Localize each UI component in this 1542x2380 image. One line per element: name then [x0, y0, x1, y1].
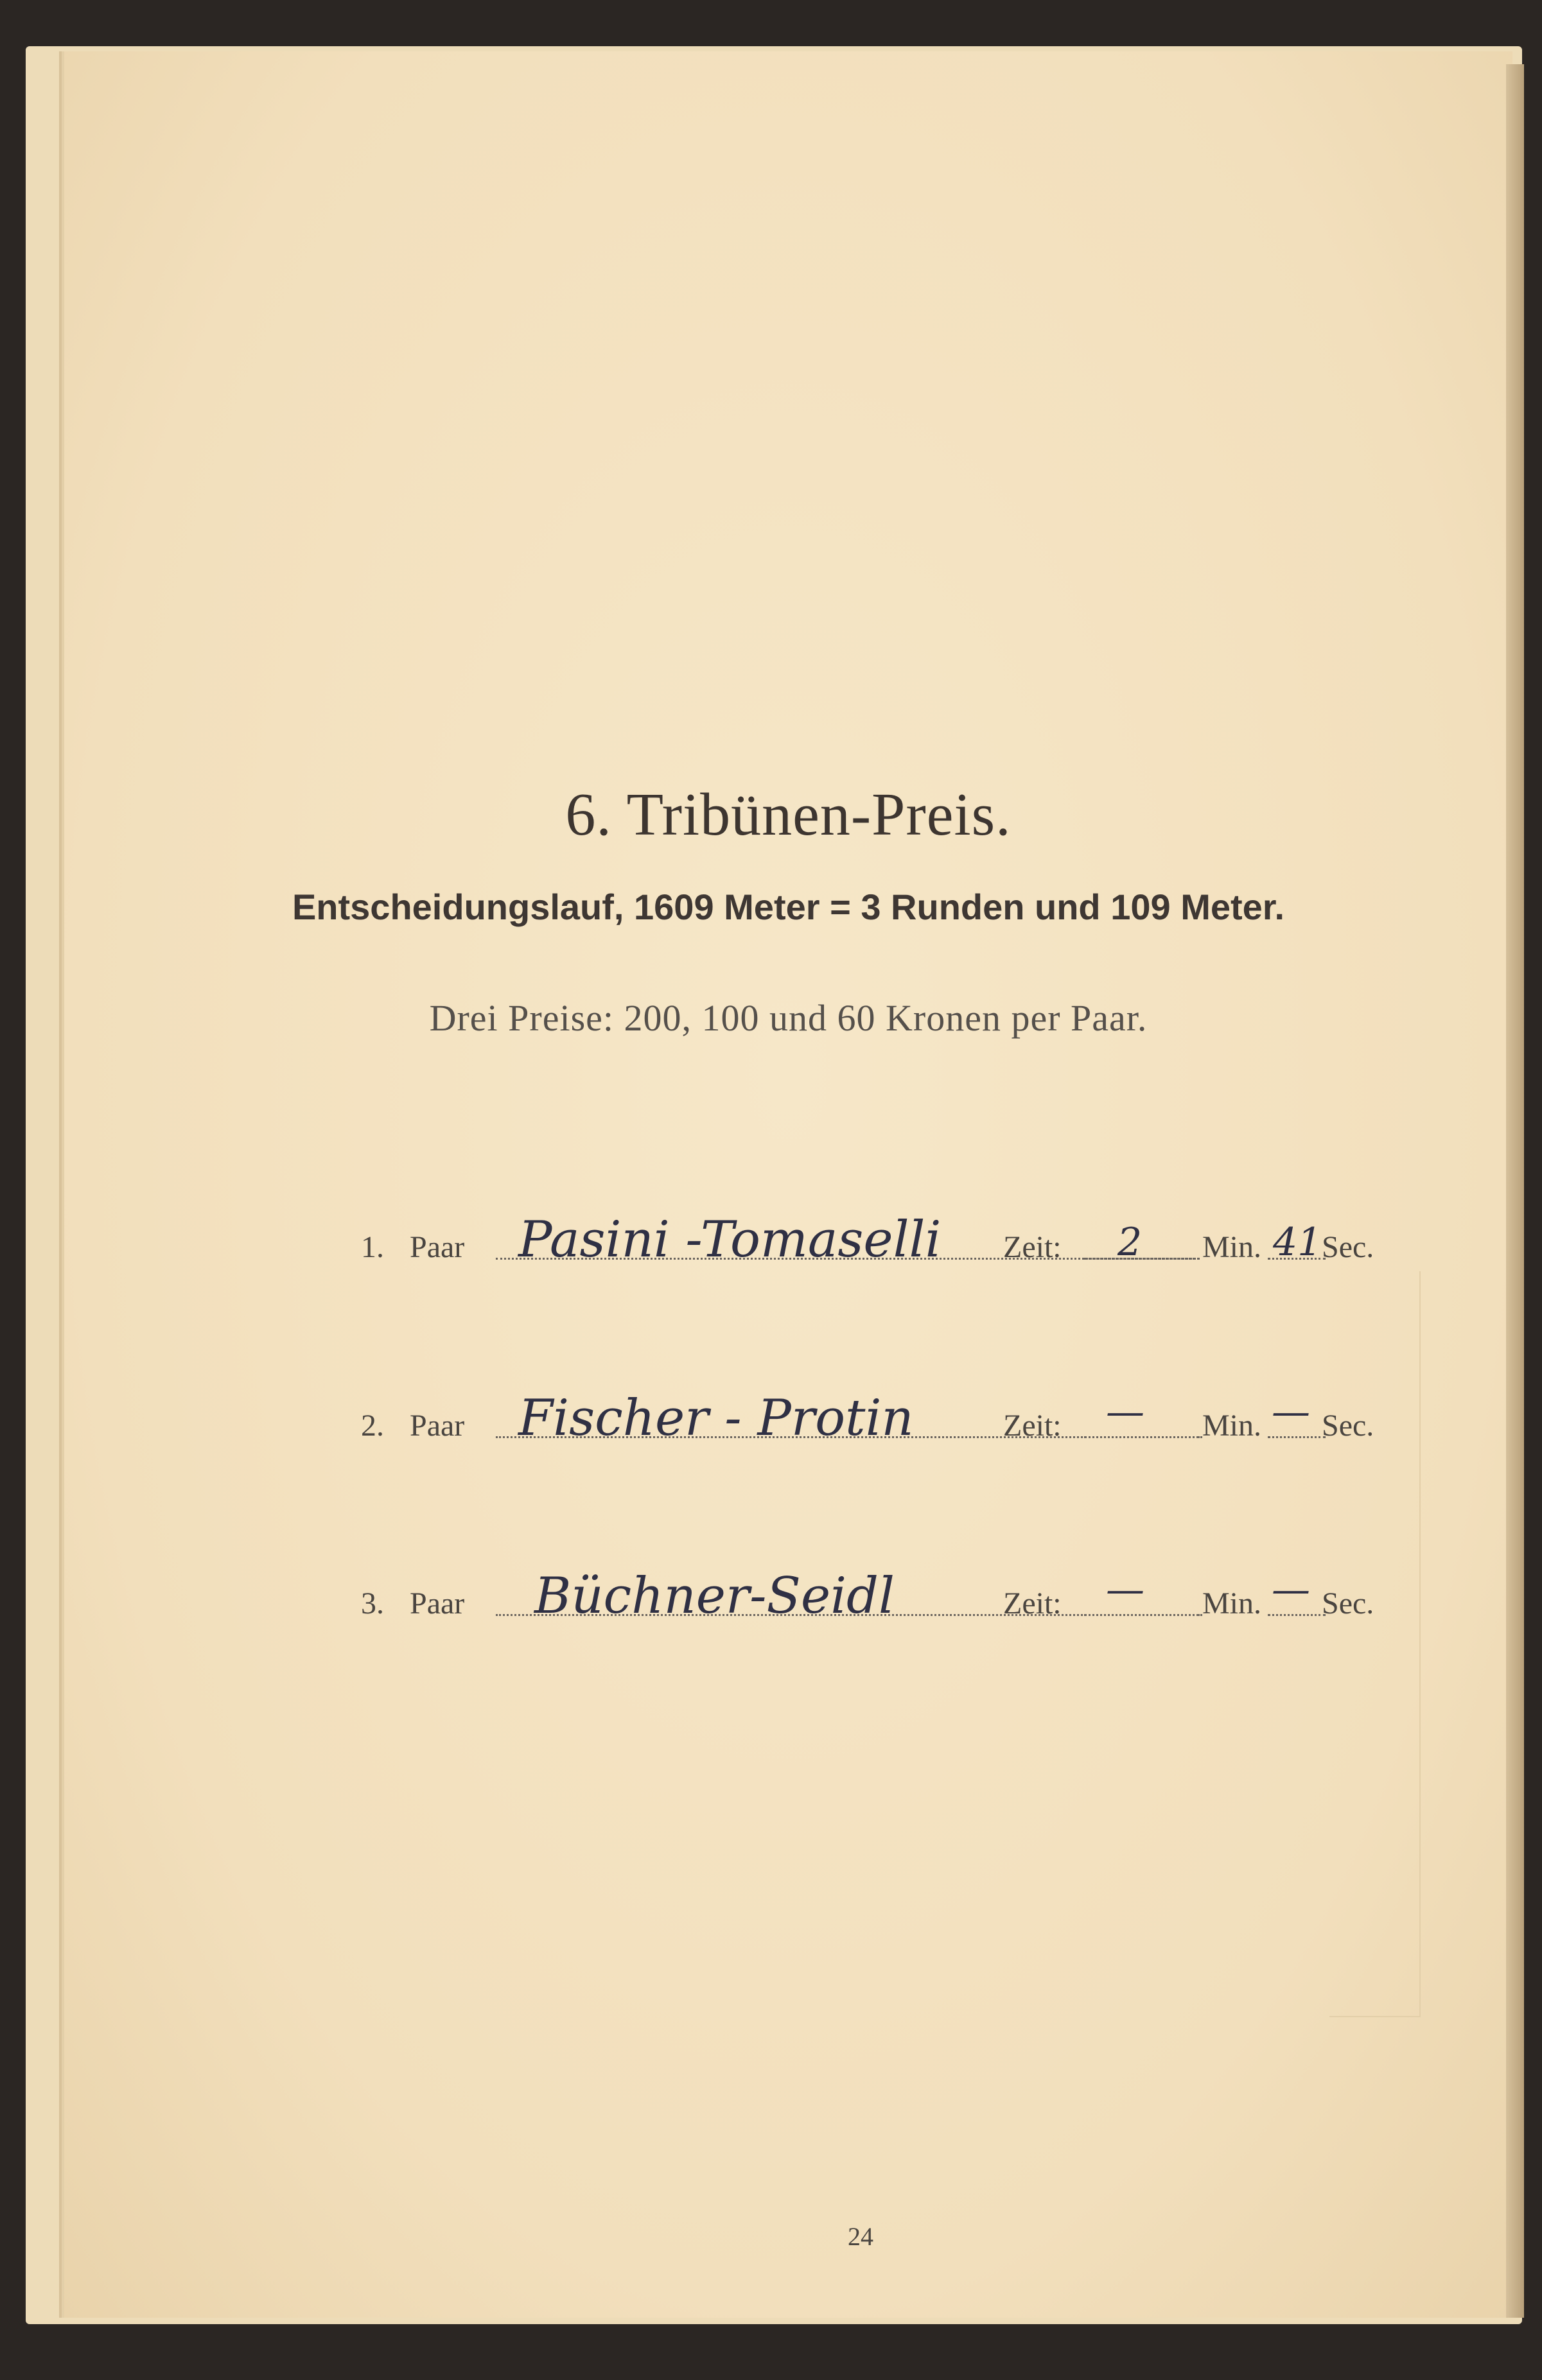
- book-spine-edge: [1506, 64, 1524, 2318]
- entry-number: 3.: [361, 1586, 384, 1620]
- zeit-label: Zeit:: [1003, 1230, 1062, 1264]
- entry-row-2: [361, 1379, 1395, 1447]
- min-label: Min.: [1202, 1230, 1262, 1264]
- pair-names-handwritten: Büchner-Seidl: [534, 1567, 895, 1625]
- min-label: Min.: [1202, 1409, 1262, 1443]
- dotted-line: [1268, 1436, 1326, 1438]
- minutes-value: —: [1106, 1567, 1144, 1612]
- seconds-value: 41: [1273, 1220, 1322, 1265]
- entry-row-1: [361, 1201, 1395, 1269]
- faint-ruled-box: [1329, 1271, 1421, 2017]
- page-title: 6. Tribünen-Preis.: [565, 781, 1012, 848]
- minutes-value: —: [1106, 1389, 1144, 1434]
- sec-label: Sec.: [1322, 1409, 1374, 1443]
- dotted-line: [1268, 1614, 1326, 1616]
- page-number: 24: [848, 2222, 873, 2251]
- race-subtitle: Entscheidungslauf, 1609 Meter = 3 Runden und 109 Meter.: [292, 887, 1285, 927]
- zeit-label: Zeit:: [1003, 1586, 1062, 1620]
- prizes-line: Drei Preise: 200, 100 und 60 Kronen per Paar.: [429, 997, 1148, 1039]
- entry-number: 1.: [361, 1230, 384, 1264]
- paar-label: Paar: [410, 1230, 465, 1264]
- sec-label: Sec.: [1322, 1586, 1374, 1620]
- pair-names-handwritten: Fischer - Protin: [518, 1389, 914, 1447]
- dotted-line: [1084, 1614, 1200, 1616]
- paar-label: Paar: [410, 1409, 465, 1443]
- zeit-label: Zeit:: [1003, 1409, 1062, 1443]
- seconds-value: —: [1272, 1567, 1310, 1612]
- pair-names-handwritten: Pasini -Tomaselli: [518, 1211, 942, 1269]
- paar-label: Paar: [410, 1586, 465, 1620]
- minutes-value: 2: [1117, 1220, 1143, 1265]
- document-page: [64, 51, 1512, 2318]
- seconds-value: —: [1272, 1389, 1310, 1434]
- entry-row-3: [361, 1557, 1395, 1625]
- dotted-line: [1084, 1436, 1200, 1438]
- entry-number: 2.: [361, 1409, 384, 1443]
- min-label: Min.: [1202, 1586, 1262, 1620]
- sec-label: Sec.: [1322, 1230, 1374, 1264]
